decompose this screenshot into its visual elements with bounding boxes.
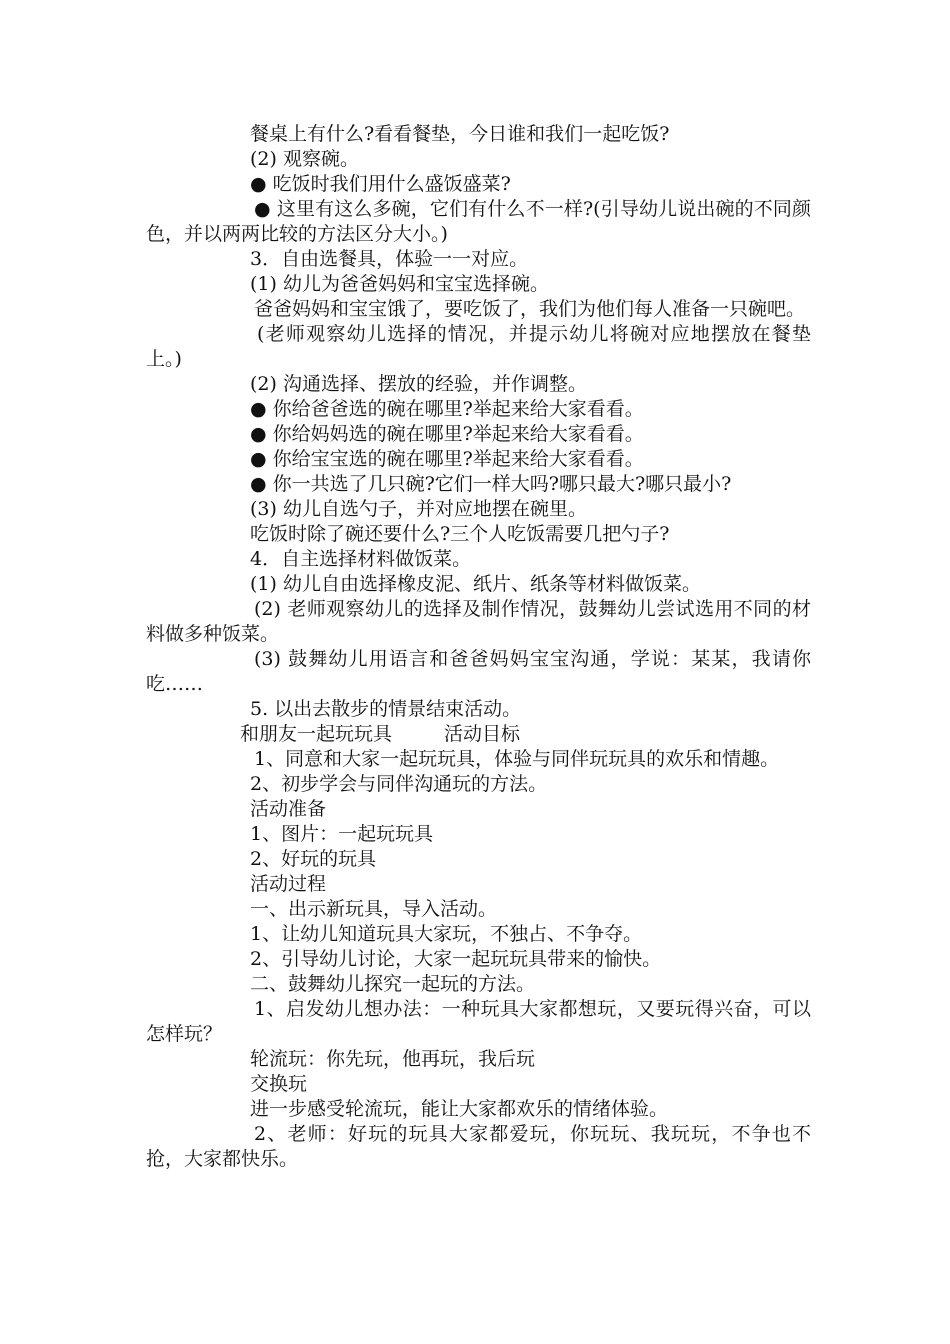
paragraph: 吃饭时除了碗还要什么?三个人吃饭需要几把勺子? (250, 523, 670, 545)
document-body (146, 122, 811, 1172)
paragraph: 进一步感受轮流玩，能让大家都欢乐的情绪体验。 (250, 1098, 669, 1120)
paragraph: (1) 幼儿为爸爸妈妈和宝宝选择碗。 (250, 273, 549, 295)
paragraph: 1、同意和大家一起玩玩具，体验与同伴玩玩具的欢乐和情趣。 (254, 748, 780, 770)
paragraph: 轮流玩：你先玩，他再玩，我后玩 (250, 1048, 536, 1070)
paragraph: 1、图片：一起玩玩具 (250, 823, 434, 845)
paragraph: (2) 沟通选择、摆放的经验，并作调整。 (250, 373, 587, 395)
bullet-item: ● 你给宝宝选的碗在哪里?举起来给大家看看。 (250, 448, 644, 470)
paragraph: 餐桌上有什么?看看餐垫，今日谁和我们一起吃饭? (250, 123, 670, 145)
bullet-item: ● 你给爸爸选的碗在哪里?举起来给大家看看。 (250, 398, 644, 420)
paragraph: 1、让幼儿知道玩具大家玩，不独占、不争夺。 (250, 923, 643, 945)
section-heading: 3．自由选餐具，体验一一对应。 (250, 248, 529, 270)
paragraph: (2) 观察碗。 (250, 148, 359, 170)
paragraph: 爸爸妈妈和宝宝饿了，要吃饭了，我们为他们每人准备一只碗吧。 (254, 298, 806, 320)
activity-goal-heading: 活动目标 (444, 723, 521, 745)
paragraph: 交换玩 (250, 1073, 308, 1095)
bullet-item: ● 你一共选了几只碗?它们一样大吗?哪只最大?哪只最小? (250, 473, 732, 495)
section-heading: 活动过程 (250, 873, 327, 895)
section-heading: 5. 以出去散步的情景结束活动。 (250, 698, 522, 720)
paragraph: 2、初步学会与同伴沟通玩的方法。 (250, 773, 548, 795)
activity-title: 和朋友一起玩玩具 (240, 723, 393, 745)
paragraph: 一、出示新玩具，导入活动。 (250, 898, 498, 920)
paragraph: 2、好玩的玩具 (250, 848, 377, 870)
paragraph: (老师观察幼儿选择的情况，并提示幼儿将碗对应地摆放在餐垫上。) (146, 323, 811, 370)
paragraph: 2、老师：好玩的玩具大家都爱玩，你玩玩、我玩玩，不争也不抢，大家都快乐。 (146, 1123, 811, 1170)
paragraph: (1) 幼儿自由选择橡皮泥、纸片、纸条等材料做饭菜。 (250, 573, 701, 595)
section-heading: 活动准备 (250, 798, 327, 820)
bullet-item: ● 吃饭时我们用什么盛饭盛菜? (250, 173, 511, 195)
bullet-item: ● 你给妈妈选的碗在哪里?举起来给大家看看。 (250, 423, 644, 445)
paragraph: 2、引导幼儿讨论，大家一起玩玩具带来的愉快。 (250, 948, 662, 970)
activity-title-row (146, 722, 811, 747)
bullet-item: ● 这里有这么多碗，它们有什么不一样?(引导幼儿说出碗的不同颜色，并以两两比较的方法区分大小。) (146, 198, 811, 245)
paragraph: 1、启发幼儿想办法：一种玩具大家都想玩，又要玩得兴奋，可以怎样玩？ (146, 998, 811, 1045)
section-heading: 4．自主选择材料做饭菜。 (250, 548, 472, 570)
paragraph: (2) 老师观察幼儿的选择及制作情况，鼓舞幼儿尝试选用不同的材料做多种饭菜。 (146, 598, 811, 645)
paragraph: (3) 鼓舞幼儿用语言和爸爸妈妈宝宝沟通，学说：某某，我请你吃…… (146, 648, 811, 695)
paragraph: 二、鼓舞幼儿探究一起玩的方法。 (250, 973, 536, 995)
paragraph: (3) 幼儿自选勺子，并对应地摆在碗里。 (250, 498, 587, 520)
